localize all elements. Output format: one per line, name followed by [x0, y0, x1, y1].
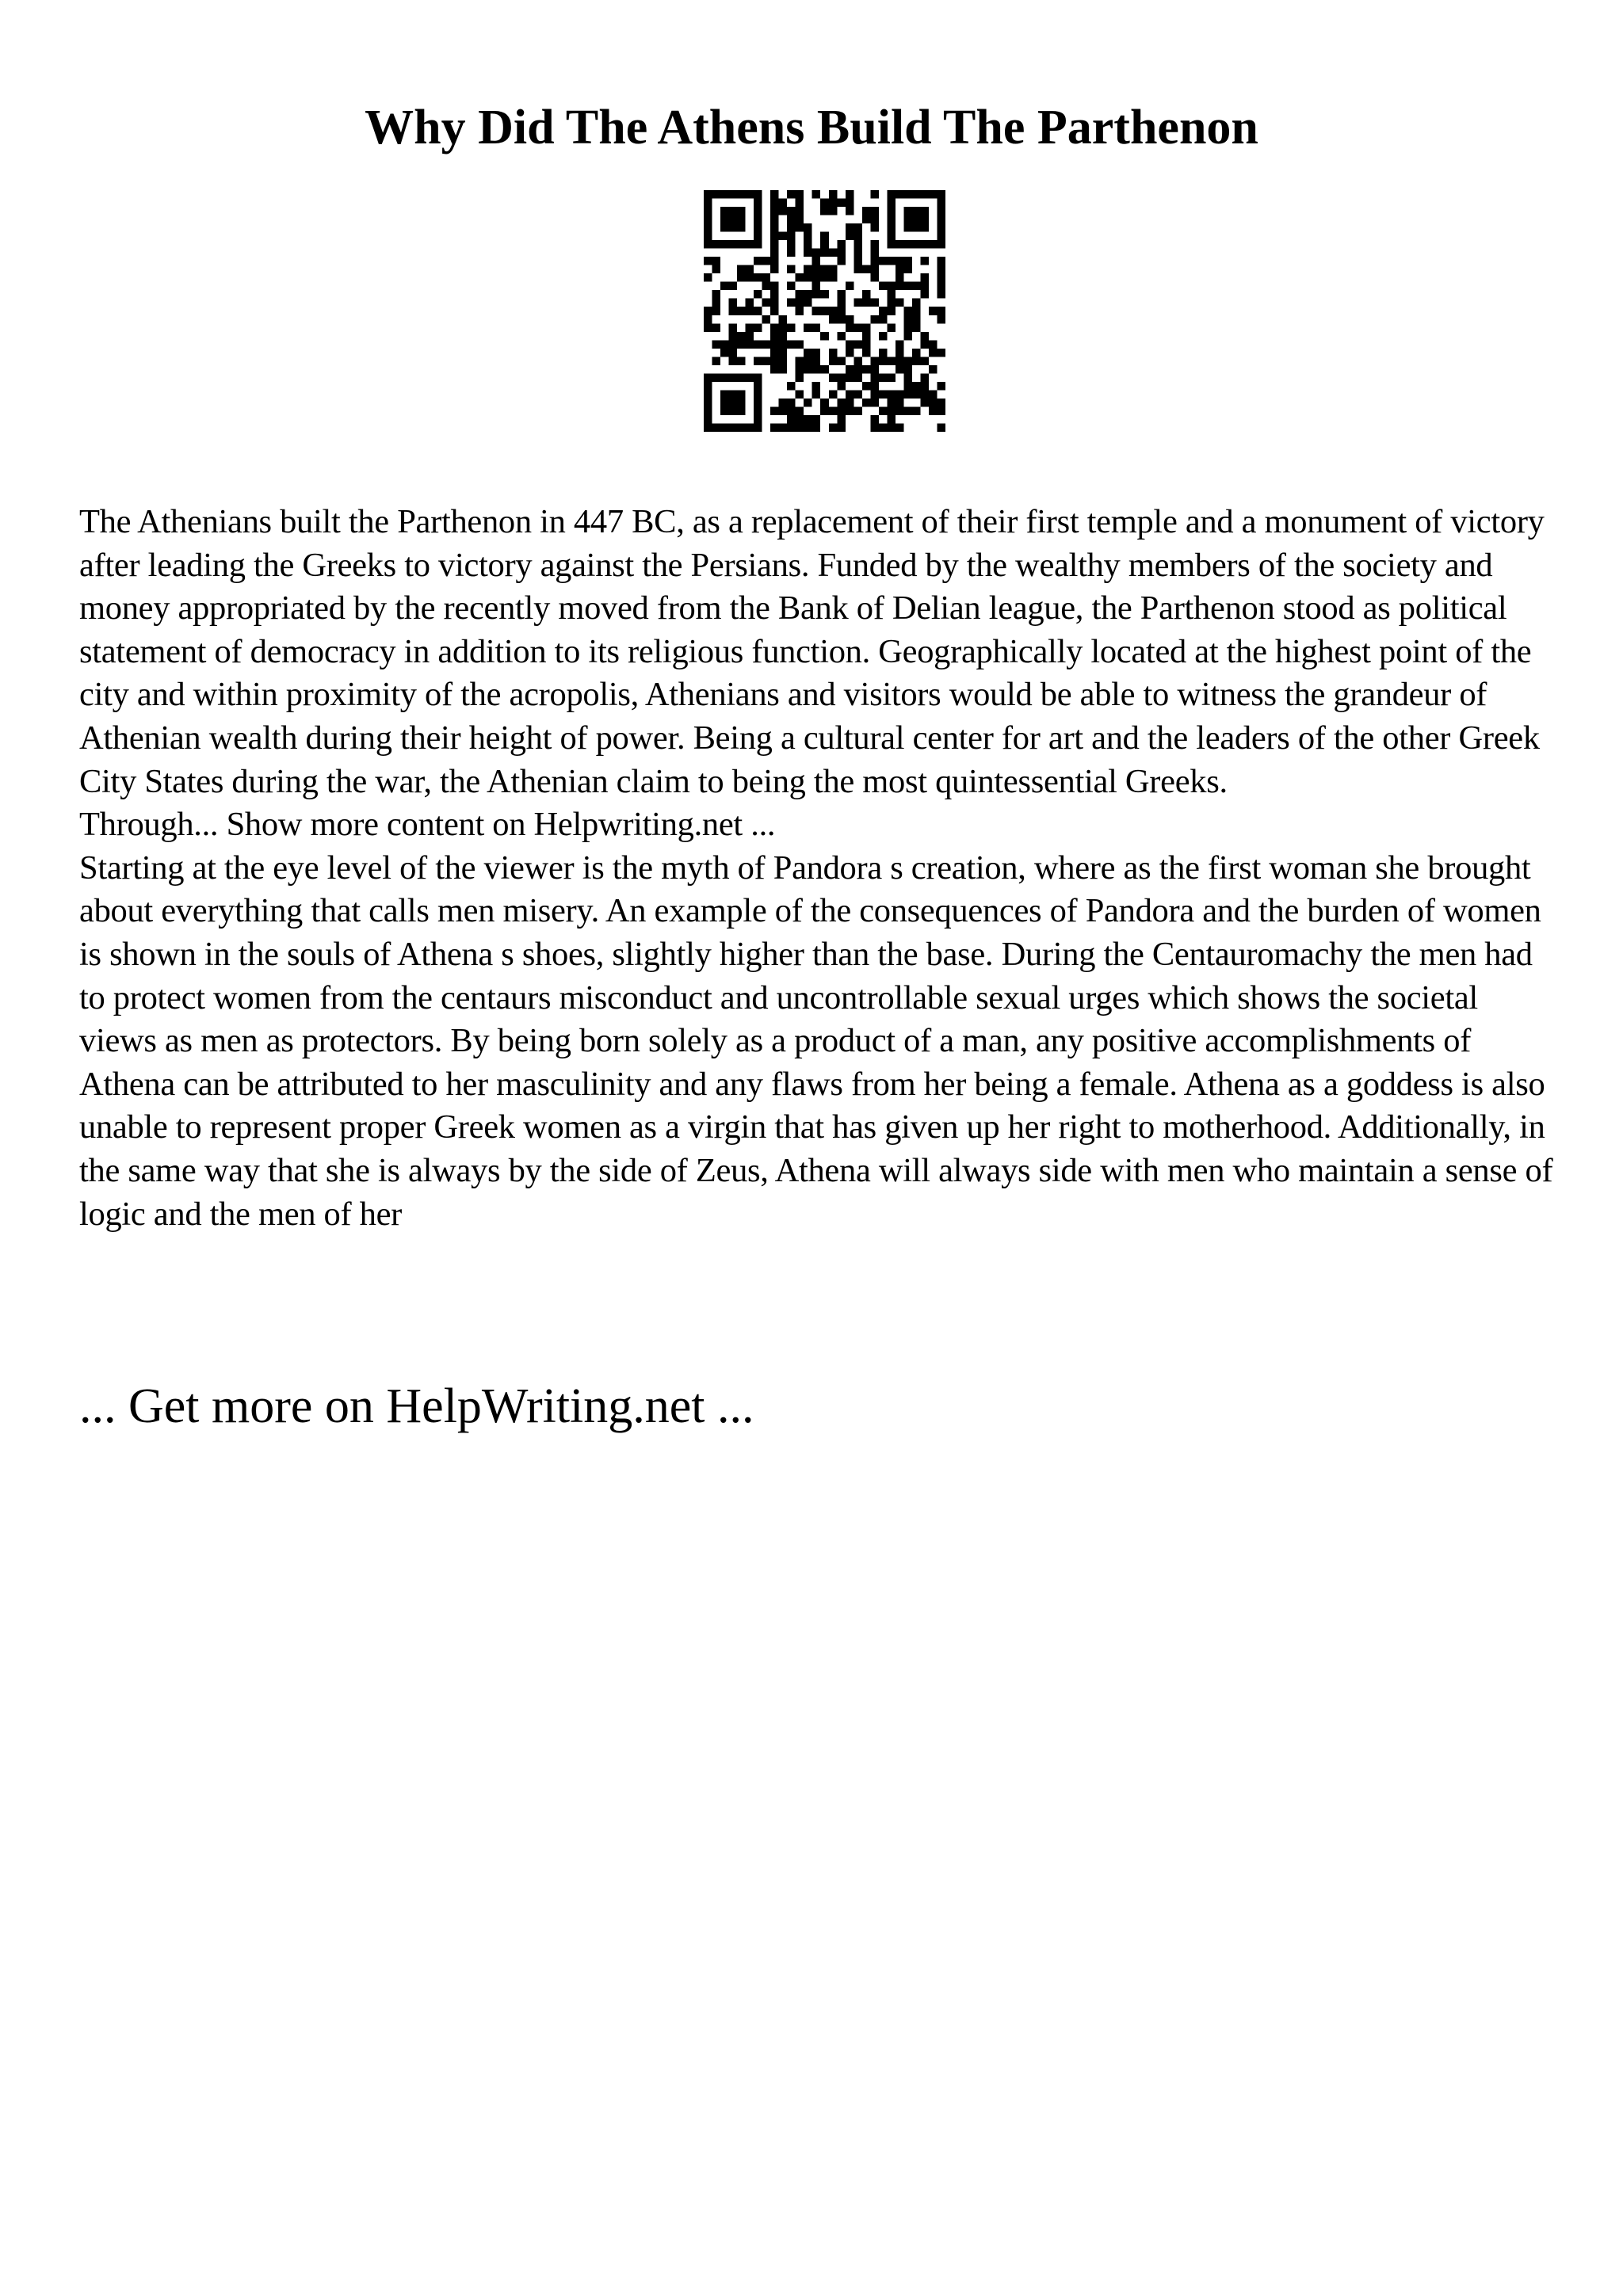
paragraph-one-text: The Athenians built the Parthenon in 447 BC, as a replacement of their first temple and a monument of victory after leading the Greeks to victory against the Persians. Funded by the wealthy members of the society and money appropriated by the recently moved from the Bank of Delian league, the Parthenon stood as political statement of democracy in addition to its religious function. Geographically located at the highest point of the city and within proximity of the acropolis, Athenians and visitors would be able to witness the grandeur of Athenian wealth during their height of power. Being a cultural center for art and the leaders of the other Greek City States during the war, the Athenian claim to being the most quintessential Greeks. Through: [79, 503, 1545, 844]
qr-code-icon: [704, 190, 945, 432]
paragraph-two: Starting at the eye level of the viewer is the myth of Pandora s creation, where as the first woman she brought about everything that calls men misery. An example of the consequences of Pandora and the burden of women is shown in the souls of Athena s shoes, slightly higher than the base. During the Centauromachy the men had to protect women from the centaurs misconduct and uncontrollable sexual urges which shows the societal views as men as protectors. By being born solely as a product of a man, any positive accomplishments of Athena can be attributed to her masculinity and any flaws from her being a female. Athena as a goddess is also unable to represent proper Greek women as a virgin that has given up her right to motherhood. Additionally, in the same way that she is always by the side of Zeus, Athena will always side with men who maintain a sense of logic and the men of her: [79, 849, 1553, 1233]
qr-code-graphic: [704, 190, 945, 432]
paragraph-one: [79, 501, 1553, 847]
article-body: [79, 501, 1553, 1236]
get-more-link[interactable]: ... Get more on HelpWriting.net ...: [79, 1379, 754, 1433]
page-title: Why Did The Athens Build The Parthenon: [365, 101, 1258, 154]
show-more-link[interactable]: ... Show more content on Helpwriting.net ...: [193, 806, 776, 844]
